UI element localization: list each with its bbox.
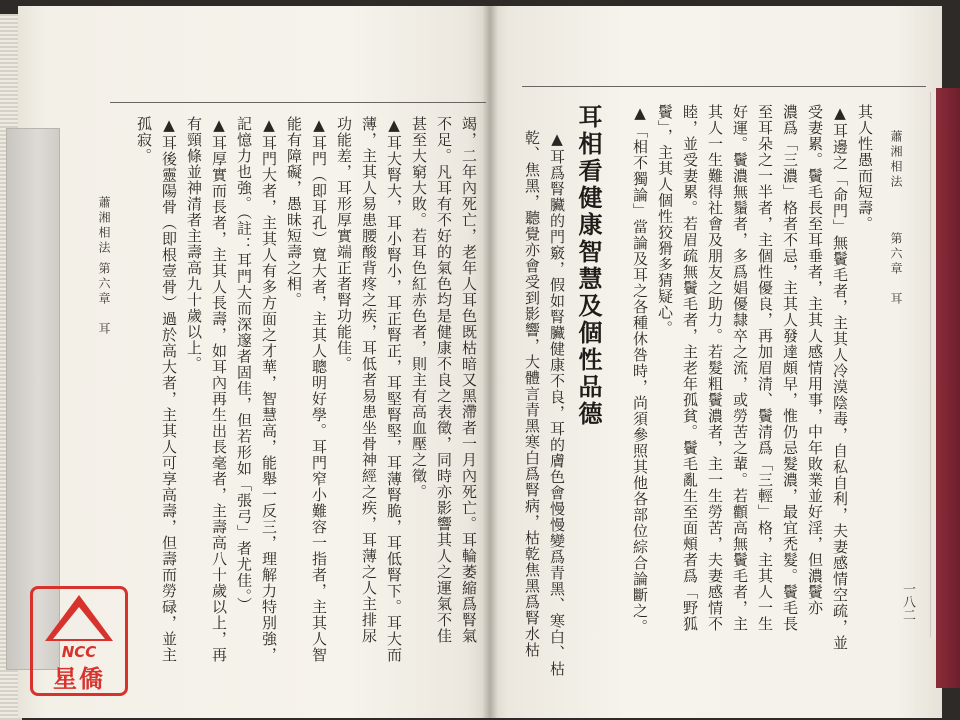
watermark-top-text: NCC (61, 643, 97, 661)
right-section-col-2: 乾、焦黑，聽覺亦會受到影響，大體言青黑寒白爲腎病，枯乾焦黑爲腎水枯 (523, 130, 541, 658)
right-col-3: 受妻累。鬢毛長至耳垂者，主其人感情用事，中年敗業並好淫，但濃鬢亦 (806, 104, 824, 616)
right-section-col-1: ▲耳爲腎臟的門竅，假如腎臟健康不良，耳的膚色會慢慢變爲青黑、寒白、枯 (548, 130, 566, 677)
right-col-7: 其人一生難得社會及朋友之助力。若髮粗鬢濃者，主一生勞苦，夫妻感情不 (706, 104, 724, 632)
header-rule-left (110, 102, 486, 103)
watermark-bottom-text: 星僑 (53, 665, 105, 693)
left-col-2: 不足。凡耳有不好的氣色均是健康不良之表徵，同時亦影響其人之運氣不佳 (435, 116, 453, 644)
right-col-6: 好運。鬢濃無鬚者，多爲娼優隸卒之流，或勞苦之輩。若顴高無鬢毛者，主 (731, 104, 749, 632)
right-col-9: 鬢」，主其人個性狡猾多猜疑心。 (656, 104, 674, 337)
left-col-9: ▲耳門大者，主其人有多方面之才華，智慧高，能舉一反三，理解力特別強， (260, 116, 278, 663)
right-col-2: ▲耳邊之「命門」無鬢毛者，主其人冷漠陰毒，自私自利，夫妻感情空疏，並 (831, 104, 849, 651)
right-col-8: 睦，並受妻累。若眉疏無鬢毛者，主老年孤貧。鬢毛亂生至面頰者爲「野狐 (681, 104, 699, 632)
right-col-10: ▲「相不獨論」當論及耳之各種休咎時，尚須參照其他各部位綜合論斷之。 (631, 104, 649, 635)
book-cover-edge (936, 88, 960, 688)
left-col-6: 功能差，耳形厚實端正者腎功能佳。 (335, 116, 353, 372)
right-col-1: 其人性愚而短壽。 (856, 104, 874, 232)
left-col-3: 甚至大窮大敗。若耳色紅赤色者，則主有高血壓之徵。 (410, 116, 428, 500)
page-number: 一八二 (900, 582, 915, 621)
left-col-13: ▲耳後靈陽骨（即根壹骨）過於高大者，主其人可享高壽，但壽而勞碌，並主 (160, 116, 178, 663)
right-runner-chapter: 第六章 耳 (889, 232, 903, 307)
header-rule-right (522, 86, 926, 87)
left-col-12: 有頸條並神清者主壽高九十歲以上。 (185, 116, 203, 372)
book-gutter (482, 6, 498, 718)
triangle-logo-inner (53, 607, 105, 639)
left-col-5: 薄，主其人易患腰酸背疼之疾，耳低者易患坐骨神經之疾，耳薄之人主排尿 (360, 116, 378, 644)
right-col-4: 濃爲「三濃」格者不忌，主其人發達頗早，惟仍忌髮濃，最宜禿髮。鬢毛長 (781, 104, 799, 632)
left-runner-book: 蕭湘相法 (97, 196, 111, 256)
left-col-8: 能有障礙，愚昧短壽之相。 (285, 116, 303, 308)
right-col-5: 至耳朵之一半者，主個性優良，再加眉清、鬢清爲「三輕」格，主其人一生 (756, 104, 774, 632)
left-col-1: 竭，二年內死亡，老年人耳色既枯暗又黑滯者一月內死亡。耳輪萎縮爲腎氣 (460, 116, 478, 644)
left-col-4: ▲耳大腎大，耳小腎小，耳正腎正，耳堅腎堅，耳薄腎脆，耳低腎下。耳大而 (385, 116, 403, 663)
watermark-stamp (30, 586, 128, 696)
right-runner-book: 蕭湘相法 (889, 130, 903, 190)
left-col-7: ▲耳門（即耳孔）寬大者，主其人聰明好學。耳門窄小難容一指者，主其人智 (310, 116, 328, 663)
left-col-14: 孤寂。 (135, 116, 153, 164)
left-col-11: ▲耳厚實而長者，主其人長壽，如耳內再生出長毫者，主壽高八十歲以上，再 (210, 116, 228, 663)
section-title: 耳相看健康智慧及個性品德 (574, 104, 602, 428)
left-col-10: 記憶力也強。（註：耳門大而深邃者固佳，但若形如「張弓」者尤佳。） (235, 116, 253, 613)
left-runner-chapter: 第六章 耳 (97, 262, 111, 337)
